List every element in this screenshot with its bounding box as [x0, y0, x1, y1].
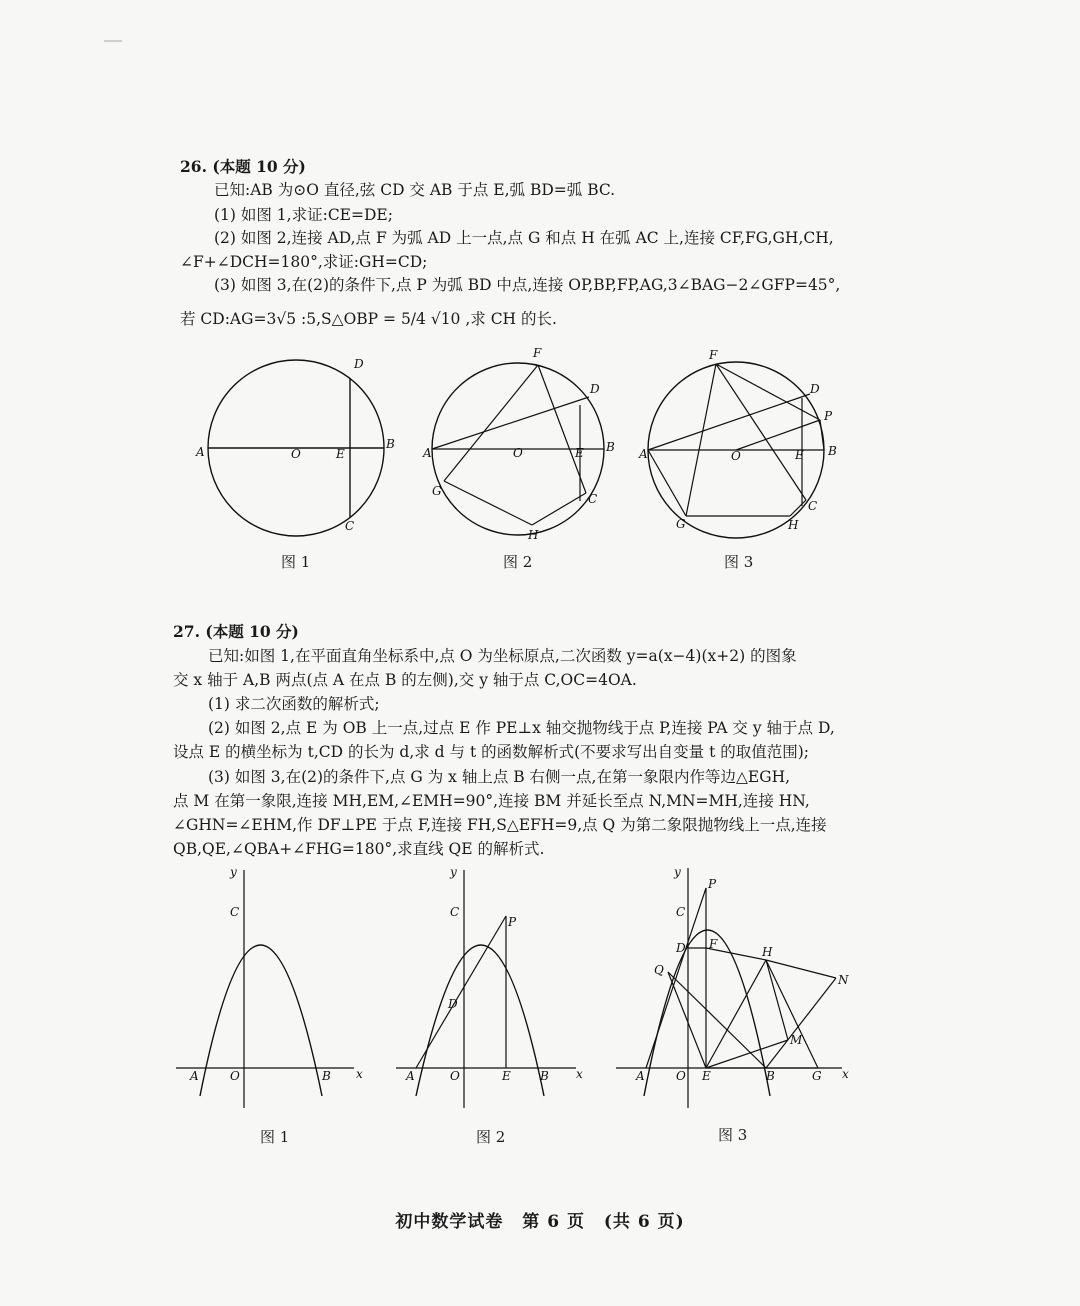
label-D: D — [676, 941, 686, 955]
label-N: N — [838, 973, 849, 987]
label-y: y — [450, 865, 457, 879]
label-x: x — [356, 1067, 363, 1081]
fig27-2 — [394, 864, 594, 1118]
fig26-2 — [420, 345, 620, 554]
q26-line-4: ∠F+∠DCH=180°,求证:GH=CD; — [180, 253, 428, 271]
label-B: B — [540, 1069, 549, 1083]
label-H: H — [528, 528, 539, 542]
label-P: P — [508, 915, 517, 929]
label-E: E — [502, 1069, 511, 1083]
label-H: H — [788, 518, 799, 532]
fig26-2-caption: 图 2 — [503, 553, 533, 571]
label-D: D — [590, 382, 600, 396]
q27-line-8: ∠GHN=∠EHM,作 DF⊥PE 于点 F,连接 FH,S△EFH=9,点 Q 为第二象限抛物线上一点,连接 — [173, 816, 827, 834]
q26-line-3: (2) 如图 2,连接 AD,点 F 为弧 AD 上一点,点 G 和点 H 在弧 AC 上,连接 CF,FG,GH,CH, — [214, 229, 834, 247]
label-B: B — [322, 1069, 331, 1083]
q26-heading: 26. (本题 10 分) — [180, 157, 306, 176]
q26-line-5: (3) 如图 3,在(2)的条件下,点 P 为弧 BD 中点,连接 OP,BP,FP,AG,3∠BAG−2∠GFP=45°, — [214, 276, 841, 294]
label-A: A — [639, 447, 648, 461]
label-G: G — [812, 1069, 822, 1083]
fig27-2-caption: 图 2 — [476, 1128, 506, 1146]
q26-line-2: (1) 如图 1,求证:CE=DE; — [214, 206, 393, 224]
label-P: P — [824, 409, 833, 423]
q27-line-4: (2) 如图 2,点 E 为 OB 上一点,过点 E 作 PE⊥x 轴交抛物线于点 P,连接 PA 交 y 轴于点 D, — [208, 719, 835, 737]
label-M: M — [790, 1033, 803, 1047]
label-D: D — [810, 382, 820, 396]
q27-line-3: (1) 求二次函数的解析式; — [208, 695, 380, 713]
label-F: F — [709, 348, 718, 362]
fig27-1 — [172, 864, 372, 1118]
page-footer — [0, 1207, 1080, 1232]
q26-line-1: 已知:AB 为⊙O 直径,弦 CD 交 AB 于点 E,弧 BD=弧 BC. — [214, 181, 616, 199]
label-x: x — [576, 1067, 583, 1081]
footer-total: (共 6 页) — [603, 1212, 685, 1232]
label-C: C — [676, 905, 686, 919]
label-H: H — [762, 945, 773, 959]
label-B: B — [828, 444, 837, 458]
label-F: F — [709, 937, 718, 951]
label-B: B — [386, 437, 395, 451]
label-F: F — [533, 346, 542, 360]
label-B: B — [766, 1069, 775, 1083]
label-A: A — [190, 1069, 199, 1083]
label-O: O — [450, 1069, 460, 1083]
label-D: D — [448, 997, 458, 1011]
fig26-1-caption: 图 1 — [281, 553, 311, 571]
label-O: O — [676, 1069, 686, 1083]
footer-page: 第 6 页 — [522, 1212, 585, 1232]
label-G: G — [676, 517, 686, 531]
q27-line-2: 交 x 轴于 A,B 两点(点 A 在点 B 的左侧),交 y 轴于点 C,OC=4OA. — [173, 671, 637, 689]
label-x: x — [842, 1067, 849, 1081]
label-E: E — [336, 447, 345, 461]
label-A: A — [423, 446, 432, 460]
label-A: A — [406, 1069, 415, 1083]
scan-mark — [104, 40, 122, 42]
label-C: C — [345, 519, 355, 533]
label-Q: Q — [654, 963, 664, 977]
fig26-3-caption: 图 3 — [724, 553, 754, 571]
q27-heading: 27. (本题 10 分) — [173, 622, 299, 641]
q27-line-7: 点 M 在第一象限,连接 MH,EM,∠EMH=90°,连接 BM 并延长至点 N,MN=MH,连接 HN, — [173, 792, 810, 810]
label-C: C — [588, 492, 598, 506]
label-C: C — [230, 905, 240, 919]
label-E: E — [702, 1069, 711, 1083]
q27-line-1: 已知:如图 1,在平面直角坐标系中,点 O 为坐标原点,二次函数 y=a(x−4)(x+2) 的图象 — [208, 647, 797, 665]
fig26-3 — [638, 348, 848, 552]
label-D: D — [354, 357, 364, 371]
label-A: A — [196, 445, 205, 459]
label-C: C — [808, 499, 818, 513]
fig26-1 — [190, 350, 410, 554]
q27-line-6: (3) 如图 3,在(2)的条件下,点 G 为 x 轴上点 B 右侧一点,在第一象限内作等边△EGH, — [208, 768, 791, 786]
label-O: O — [513, 446, 523, 460]
label-E: E — [795, 448, 804, 462]
label-C: C — [450, 905, 460, 919]
label-O: O — [230, 1069, 240, 1083]
label-E: E — [575, 446, 584, 460]
label-y: y — [674, 865, 681, 879]
q27-line-5: 设点 E 的横坐标为 t,CD 的长为 d,求 d 与 t 的函数解析式(不要求写出自变量 t 的取值范围); — [173, 743, 810, 761]
footer-subject: 初中数学试卷 — [395, 1212, 504, 1232]
q27-line-9: QB,QE,∠QBA+∠FHG=180°,求直线 QE 的解析式. — [173, 840, 545, 858]
label-B: B — [606, 440, 615, 454]
q26-line-6: 若 CD:AG=3√5 :5,S△OBP = 5/4 √10 ,求 CH 的长. — [180, 310, 557, 328]
label-A: A — [636, 1069, 645, 1083]
label-O: O — [731, 449, 741, 463]
label-P: P — [708, 877, 717, 891]
fig27-3 — [630, 864, 860, 1118]
label-y: y — [230, 865, 237, 879]
fig27-3-caption: 图 3 — [718, 1126, 748, 1144]
label-G: G — [432, 484, 442, 498]
fig27-1-caption: 图 1 — [260, 1128, 290, 1146]
label-O: O — [291, 447, 301, 461]
